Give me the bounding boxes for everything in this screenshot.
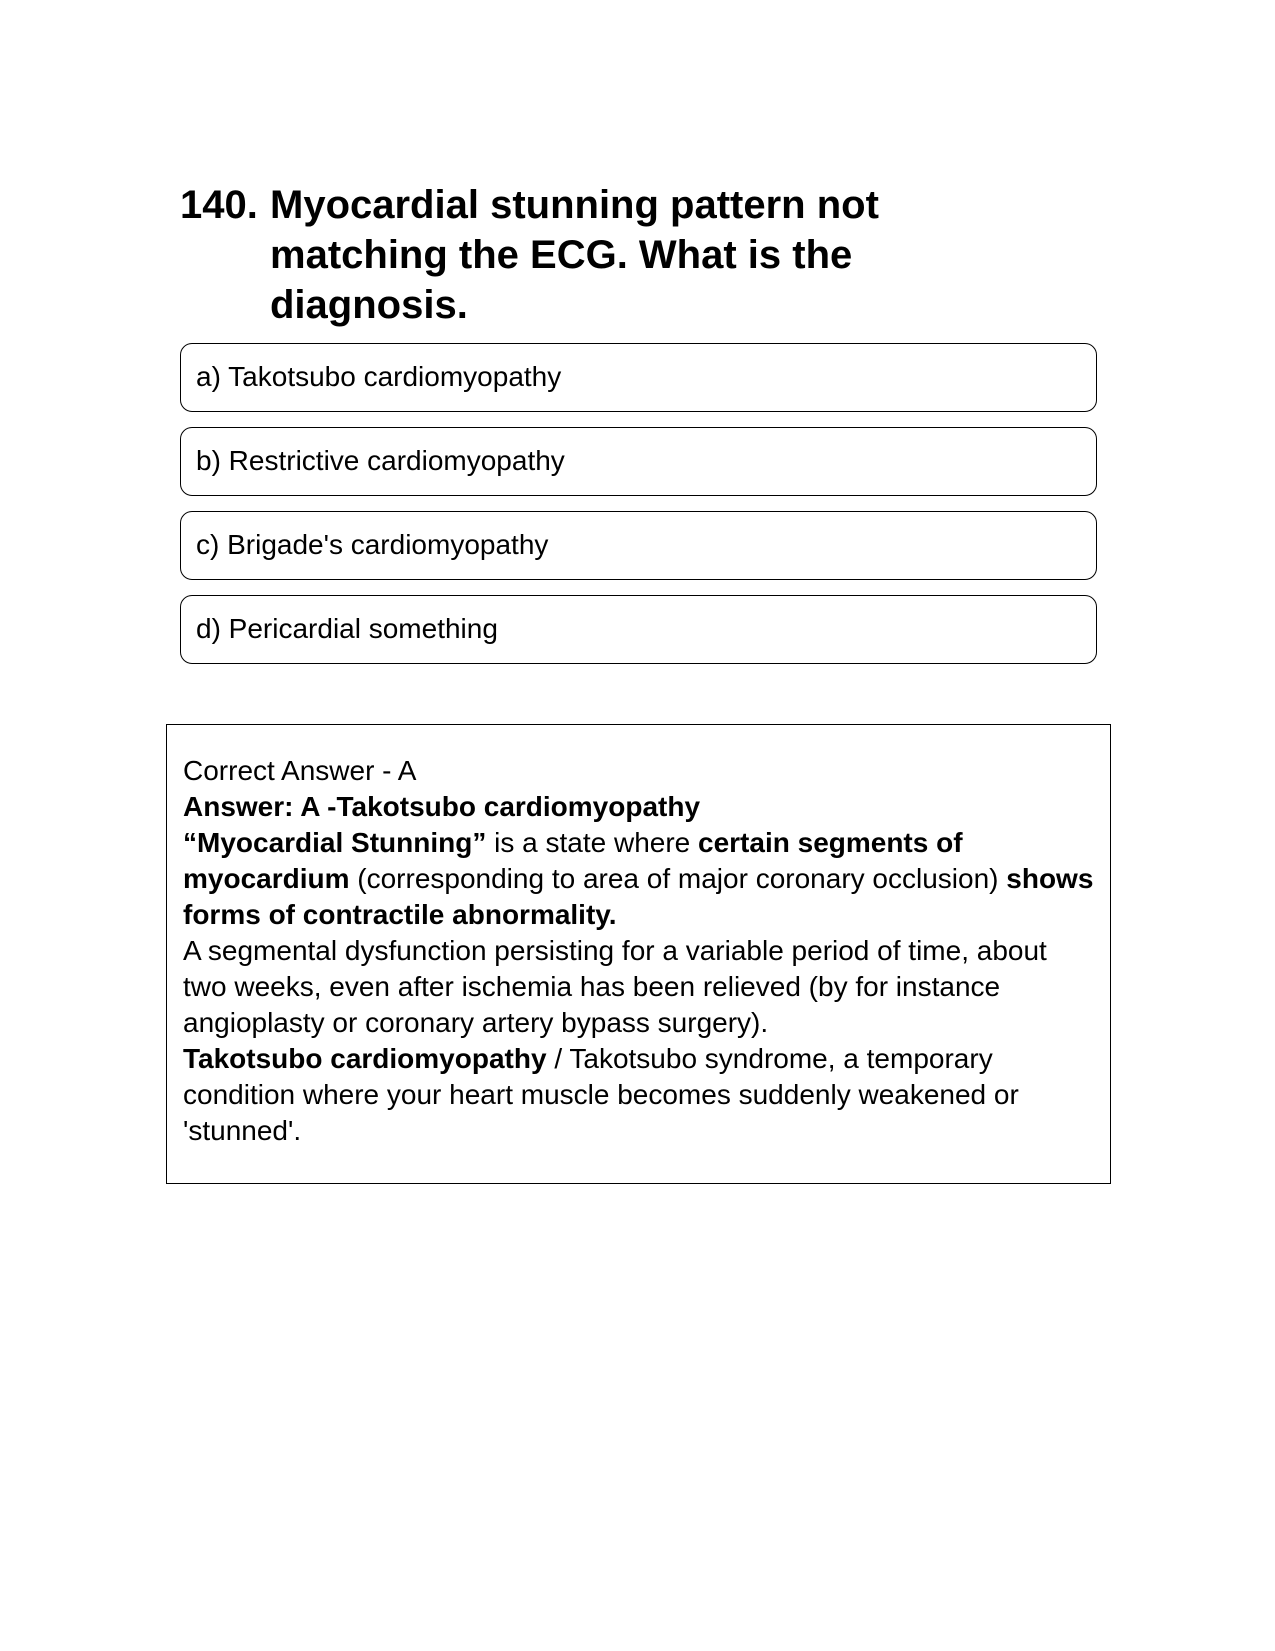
- stunning-text-2: (corresponding to area of major coronary occlusion): [349, 863, 1007, 894]
- option-d[interactable]: d) Pericardial something: [180, 595, 1097, 664]
- stunning-term: “Myocardial Stunning”: [183, 827, 487, 858]
- explanation-box: [166, 724, 1111, 1184]
- takotsubo-text: / Takotsubo syndrome, a temporary condition where your heart muscle becomes suddenly weakened or 'stunned'.: [183, 1043, 1019, 1146]
- stunning-bold-2: shows forms of contractile abnormality.: [183, 863, 1094, 930]
- question-number: 140.: [180, 183, 258, 227]
- correct-answer-line: Correct Answer - A: [183, 755, 417, 786]
- answer-line: Answer: A -Takotsubo cardiomyopathy: [183, 791, 701, 822]
- question-text: Myocardial stunning pattern not matching the ECG. What is the diagnosis.: [270, 183, 879, 327]
- stunning-bold-1: certain segments of myocardium: [183, 827, 963, 894]
- explanation-paragraph-3: [183, 1041, 1095, 1149]
- explanation-paragraph-2: A segmental dysfunction persisting for a variable period of time, about two weeks, even after ischemia has been relieved (by for instance angioplasty or coronary artery bypass surgery).: [183, 935, 1047, 1038]
- takotsubo-term: Takotsubo cardiomyopathy: [183, 1043, 547, 1074]
- option-c[interactable]: c) Brigade's cardiomyopathy: [180, 511, 1097, 580]
- option-b[interactable]: b) Restrictive cardiomyopathy: [180, 427, 1097, 496]
- option-a[interactable]: a) Takotsubo cardiomyopathy: [180, 343, 1097, 412]
- answer-options: [180, 343, 1097, 679]
- question-heading: [180, 180, 940, 330]
- stunning-text-1: is a state where: [486, 827, 699, 858]
- explanation-paragraph-1: [183, 825, 1095, 933]
